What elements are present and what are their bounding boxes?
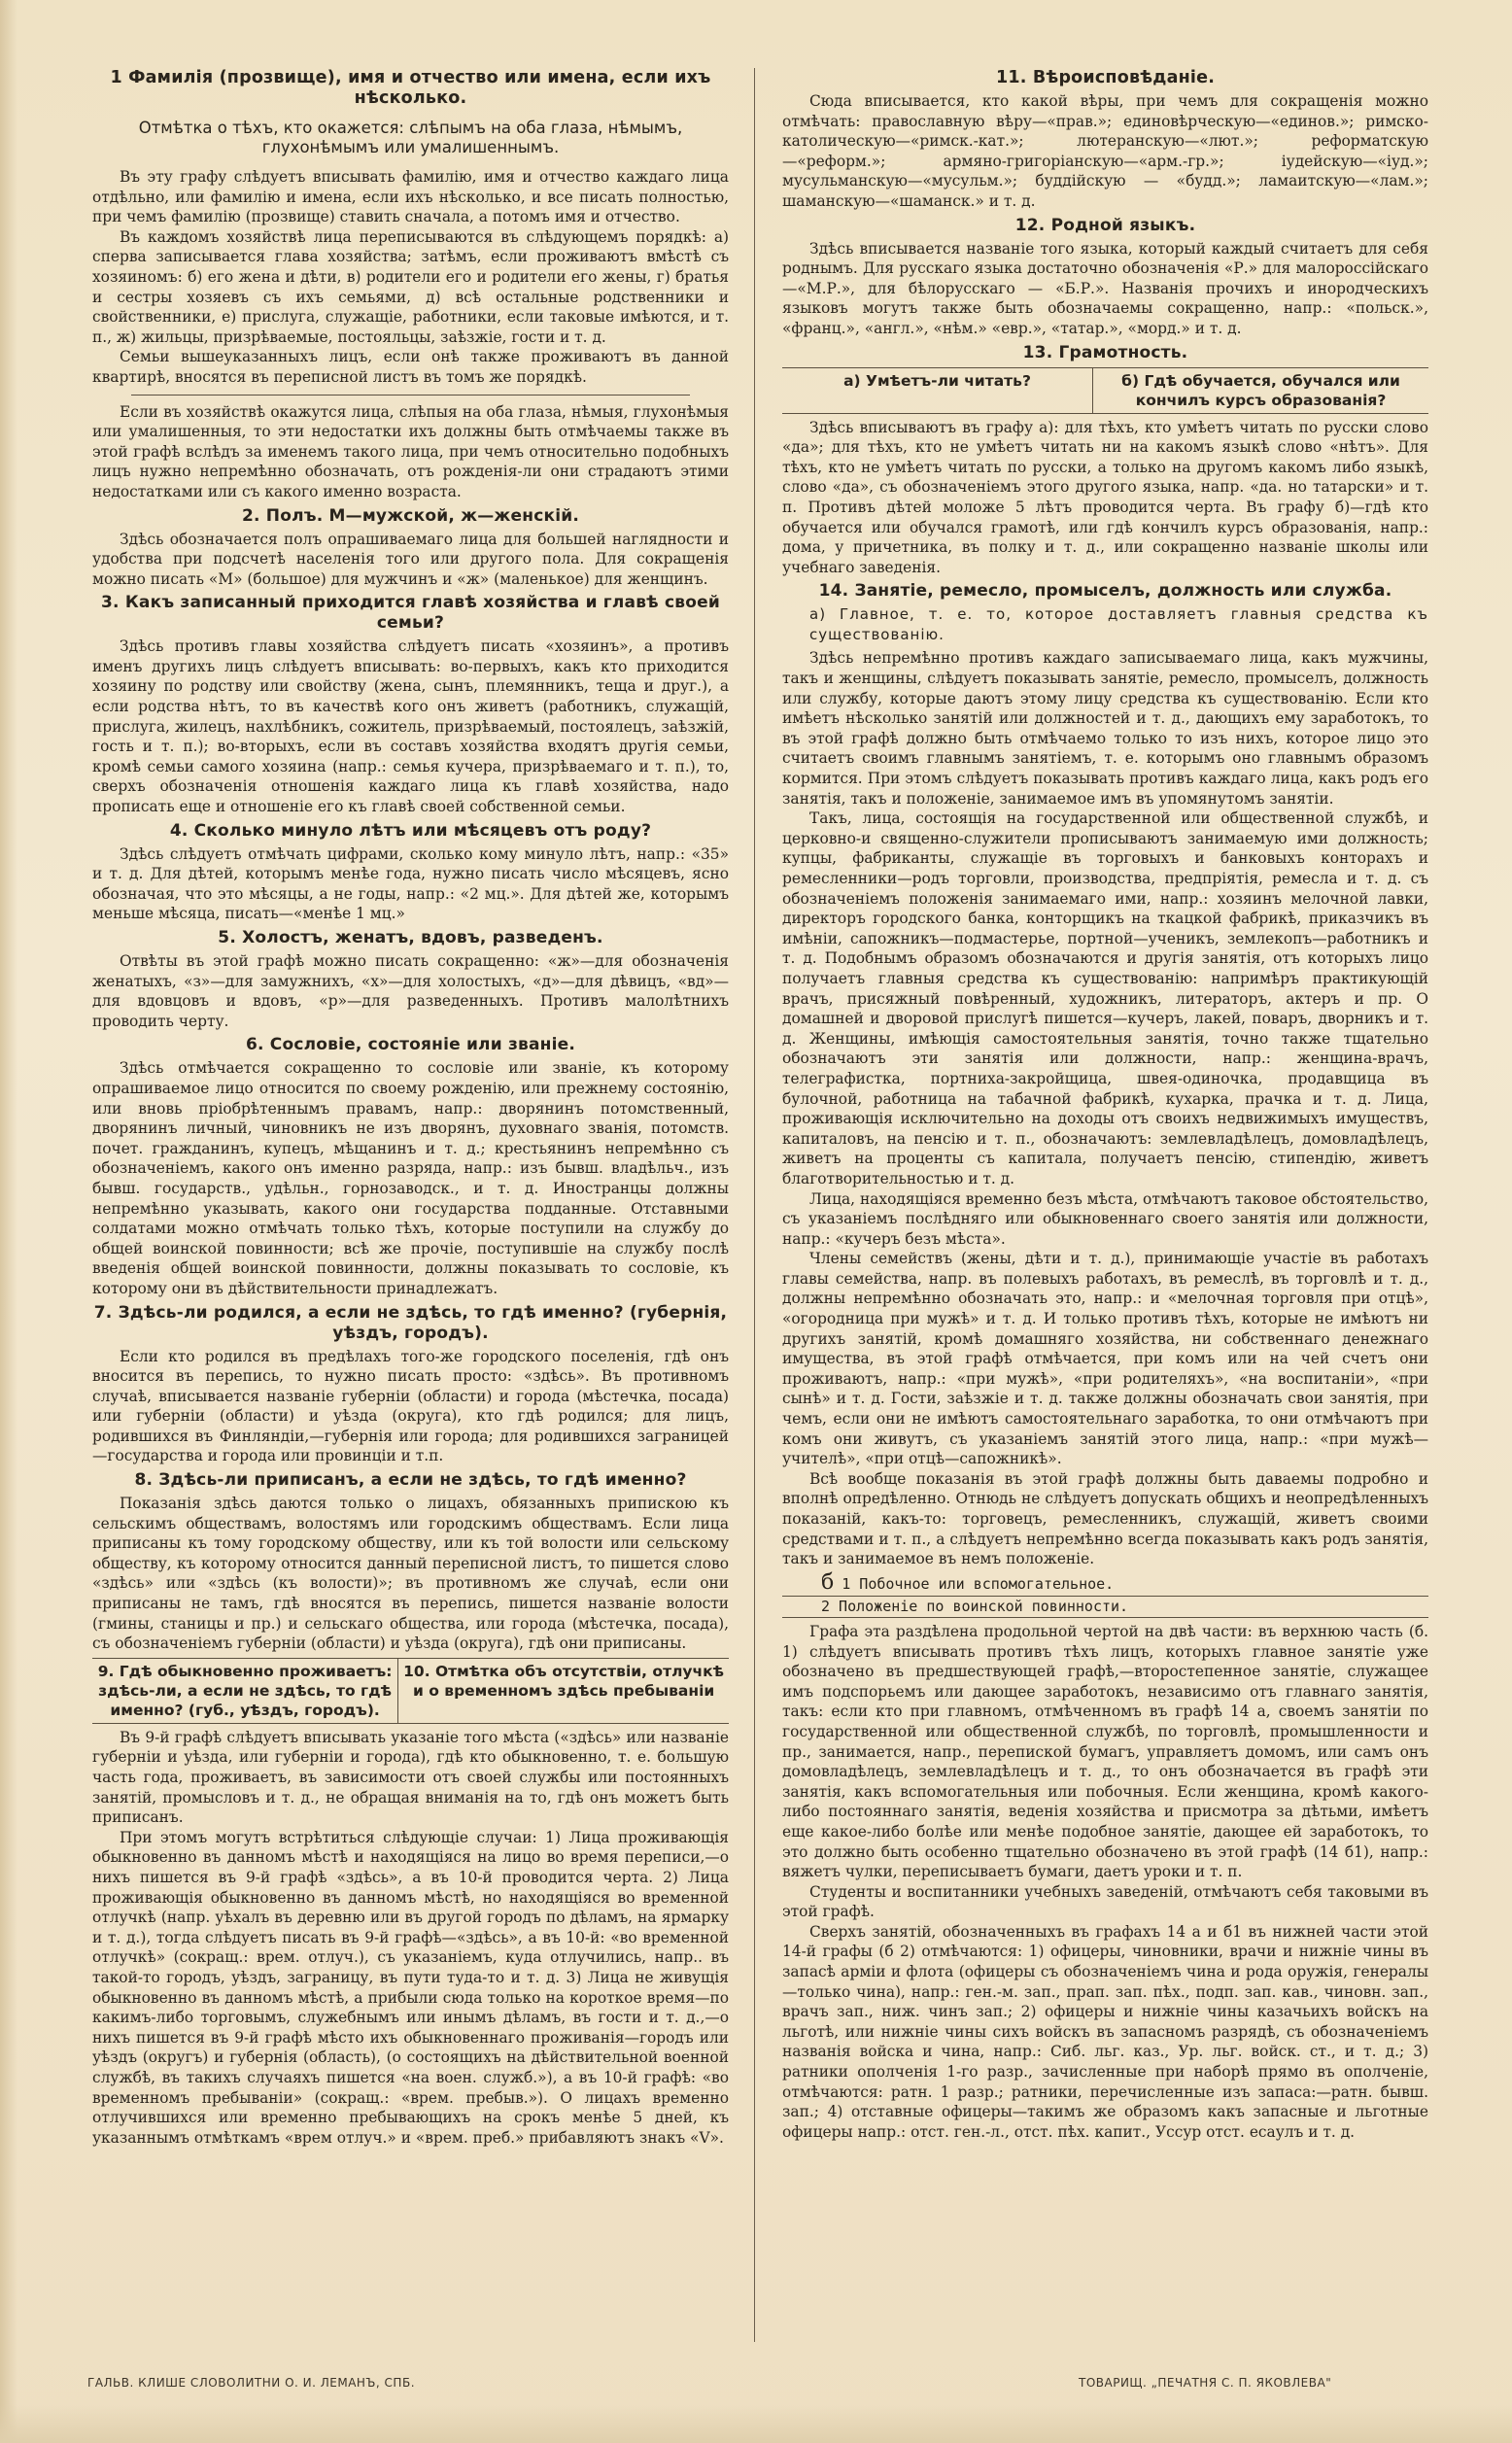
section-3-heading: 3. Какъ записанный приходится главѣ хозяйства и главѣ своей семьи? bbox=[101, 593, 720, 634]
section-2-paragraph: Здѣсь обозначается полъ опрашиваемаго лица для большей наглядности и удобства при подсчетѣ населенія того или другого пола. Для сокращенія можно писать «М» (большое) для мужчинъ и «ж» (маленькое) для женщинъ. bbox=[92, 530, 729, 588]
section-9-paragraph: При этомъ могутъ встрѣтиться слѣдующіе случаи: 1) Лица проживающія обыкновенно въ данномъ мѣстѣ и находящіяся на лицо во время переписи,—о нихъ пишется въ 9-й графѣ «здѣсь», а въ 10-й проводится черта. 2) Лица проживающія обыкновенно въ данномъ мѣстѣ, но находящіяся во временной отлучкѣ (напр. уѣхалъ въ деревню или въ другой городъ по дѣламъ, на ярмарку и т. д.), тогда слѣдуетъ писать въ 9-й графѣ—«здѣсь», а въ 10-й: «во временной отлучкѣ» (сокращ.: врем. отлуч.), съ указаніемъ, куда отлучились, напр.. въ такой-то городъ, уѣздъ, заграницу, въ пути туда-то и т. д. 3) Лица не живущія обыкновенно въ данномъ мѣстѣ, а прибыли сюда только на короткое время—по какимъ-либо торговымъ, служебнымъ или инымъ дѣламъ, въ гости и т. д.,—о нихъ пишется въ 9-й графѣ мѣсто ихъ обыкновеннаго проживанія—городъ или уѣздъ (округъ) и губернія (область), (о состоящихъ на дѣйствительной военной службѣ, въ такихъ случаяхъ пишется «на воен. служб.»), а въ 10-й графѣ: «во временномъ пребываніи» (сокращ.: «врем. пребыв.»). О лицахъ временно отлучившихся или временно пребывающихъ на срокъ менѣе 5 дней, къ указаннымъ отмѣткамъ «врем отлуч.» и «врем. преб.» прибавляютъ знакъ «V». bbox=[92, 1828, 729, 2147]
section-11-paragraph: Сюда вписывается, кто какой вѣры, при чемъ для сокращенія можно отмѣчать: православную вѣру—«прав.»; единовѣрческую—«единов.»; римско-католическую—«римск.-кат.»; лютеранскую—«лют.»; реформатскую—«реформ.»; армяно-григоріанскую—«арм.-гр.»; іудейскую—«іуд.»; мусульманскую—«мусульм.»; буддійскую — «будд.»; ламаитскую—«лам.»; шаманскую—«шаманск.» и т. д. bbox=[782, 92, 1428, 210]
section-8-paragraph: Показанія здѣсь даются только о лицахъ, обязанныхъ припискою къ сельскимъ обществамъ, волостямъ или городскимъ обществамъ. Если лица приписаны къ тому городскому обществу, или къ той волости или сельскому обществу, къ которому относится данный переписной листъ, то пишется слово «здѣсь» или «здѣсь (къ волости)»; въ противномъ же случаѣ, если они приписаны не тамъ, гдѣ вносятся въ перепись, пишется названіе волости (гмины, станицы и пр.) и сельскаго общества, или города (мѣстечка, посада), съ обозначеніемъ губерніи (области) и уѣзда (округа), гдѣ они приписаны. bbox=[92, 1495, 729, 1653]
left-column bbox=[92, 68, 729, 2342]
section-14a-heading: а) Главное, т. е. то, которое доставляетъ главныя средства къ существованію. bbox=[809, 605, 1428, 643]
section-12-heading: 12. Родной языкъ. bbox=[1014, 215, 1196, 235]
section-4-paragraph: Здѣсь слѣдуетъ отмѣчать цифрами, сколько кому минуло лѣтъ, напр.: «35» и т. д. Для дѣтей, которымъ менѣе года, нужно писать число мѣсяцевъ, ясно обозначая, что это мѣсяцы, а не годы, напр.: «2 мц.». Для дѣтей же, которымъ меньше мѣсяца, писать—«менѣе 1 мц.» bbox=[92, 844, 729, 923]
section-7-paragraph: Если кто родился въ предѣлахъ того-же городского поселенія, гдѣ онъ вносится въ перепись, то нужно писать просто: «здѣсь». Въ противномъ случаѣ, вписывается названіе губерніи (области) и города (мѣстечка, посада) или губерніи (области) и уѣзда (округа), кто гдѣ родился; для лицъ, родившихся въ Финляндіи,—губернія или города; для родившихся заграницей—государства и города или провинціи и т.п. bbox=[92, 1347, 729, 1465]
printer-credit-right: ТОВАРИЩ. „ПЕЧАТНЯ С. П. ЯКОВЛЕВА" bbox=[1079, 2376, 1332, 2390]
section-13a-heading: а) Умѣетъ-ли читать? bbox=[782, 368, 1093, 413]
section-5-paragraph: Отвѣты въ этой графѣ можно писать сокращенно: «ж»—для обозначенія женатыхъ, «з»—для замужнихъ, «х»—для холостыхъ, «д»—для дѣвицъ, «вд»—для вдовцовъ и вдовъ, «р»—для разведенныхъ. Противъ малолѣтнихъ проводить черту. bbox=[92, 952, 729, 1030]
paper-edge-shadow bbox=[0, 0, 17, 2443]
divider bbox=[131, 395, 690, 396]
section-9-10-heading-row bbox=[92, 1658, 729, 1724]
section-13b-heading: б) Гдѣ обучается, обучался или кончилъ курсъ образованія? bbox=[1121, 371, 1400, 409]
section-14-paragraph: Такъ, лица, состоящія на государственной или общественной службѣ, и церковно-и священно-служители прописываютъ занимаемую ими должность; купцы, фабриканты, служащіе въ торговыхъ и банковыхъ конторахъ и ремесленники—родъ торговли, производства, предпріятія, ремесла и т. д. съ обозначеніемъ положенія занимаемаго ими, напр.: хозяинъ мелочной лавки, директоръ городского банка, конторщикъ на ткацкой фабрикѣ, приказчикъ въ имѣніи, сапожникъ—подмастерье, портной—ученикъ, землекопъ—работникъ и т. д. Подобнымъ образомъ обозначаются и другія занятія, отъ которыхъ лицо получаетъ главныя средства къ существованію: напримѣръ практикующій врачъ, присяжный повѣренный, художникъ, литераторъ, актеръ и пр. О домашней и дворовой прислугѣ пишется—кучеръ, лакей, поваръ, дворникъ и т. д. Женщины, имѣющія самостоятельныя занятія, точно также тщательно обозначаютъ эти занятія или должности, напр.: женщина-врачъ, телеграфистка, портниха-закройщица, швея-одиночка, продавщица въ булочной, работница на табачной фабрикѣ, кухарка, прачка и т. д. Лица, проживающія исключительно на доходы отъ своихъ недвижимыхъ имуществъ, капиталовъ, на пенсію и т. п., обозначаютъ: землевладѣлецъ, домовладѣлецъ, живетъ на проценты съ капитала, получаетъ пенсію, стипендію, живетъ благотворительностью и т. д. bbox=[782, 809, 1428, 1187]
section-1-subheading: Отмѣтка о тѣхъ, кто окажется: слѣпымъ на оба глаза, нѣмымъ, глухонѣмымъ или умалишеннымъ. bbox=[138, 119, 683, 156]
section-5-heading: 5. Холостъ, женатъ, вдовъ, разведенъ. bbox=[218, 928, 603, 947]
section-1-paragraph: Въ эту графу слѣдуетъ вписывать фамилію, имя и отчество каждаго лица отдѣльно, или фамилію и имена, если ихъ нѣсколько, и все писать полностью, при чемъ фамилію (прозвище) ставить сначала, а потомъ имя и отчество. bbox=[92, 168, 729, 226]
section-14-paragraph: Члены семействъ (жены, дѣти и т. д.), принимающіе участіе въ работахъ главы семейства, напр. въ полевыхъ работахъ, въ ремеслѣ, въ торговлѣ и т. д., должны непремѣнно обозначать это, напр.: и «мелочная торговля при отцѣ», «огородница при мужѣ» и т. д. И только противъ тѣхъ, которые не имѣютъ ни другихъ занятій, кромѣ домашняго хозяйства, ни собственнаго денежнаго имущества, въ этой графѣ отмѣчается, при комъ или на чей счетъ они проживаютъ, напр.: «при мужѣ», «при родителяхъ», «на воспитаніи», «при сынѣ» и т. д. Гости, заѣзжіе и т. д. также должны обозначать свои занятія, при чемъ, если они не имѣютъ самостоятельнаго заработка, то они отмѣчаютъ при комъ они живутъ, съ указаніемъ занятій этого лица, напр.: «при мужѣ—учителѣ», «при отцѣ—сапожникѣ». bbox=[782, 1250, 1428, 1468]
section-9-heading: 9. Гдѣ обыкновенно проживаетъ: здѣсь-ли, а если не здѣсь, то гдѣ именно? (губ., уѣздъ, городъ). bbox=[92, 1659, 398, 1723]
section-3-paragraph: Здѣсь противъ главы хозяйства слѣдуетъ писать «хозяинъ», а противъ именъ другихъ лицъ слѣдуетъ вписывать: во-первыхъ, какъ кто приходится хозяину по родству или свойству (жена, сынъ, племянникъ, теща и друг.), а если родства нѣтъ, то въ качествѣ кого онъ живетъ (работникъ, служащій, прислуга, жилецъ, нахлѣбникъ, сожитель, призрѣваемый, постоялецъ, заѣзжій, гость и т. п.); во-вторыхъ, если въ составъ хозяйства входятъ другія семьи, кромѣ семьи самого хозяина (напр.: семья кучера, призрѣваемаго и т. п.), то, сверхъ обозначенія отношенія каждаго лица къ главѣ хозяйства, надо прописать еще и отношеніе его къ главѣ своей собственной семьи. bbox=[92, 637, 729, 816]
section-13-heading: 13. Грамотность. bbox=[1022, 342, 1188, 362]
section-2-heading: 2. Полъ. М—мужской, ж—женскій. bbox=[241, 505, 580, 526]
section-1-heading: 1 Фамилія (прозвище), имя и отчество или имена, если ихъ нѣсколько. bbox=[110, 68, 711, 108]
section-13-subheading-row bbox=[782, 367, 1428, 414]
section-13-paragraph: Здѣсь вписываютъ въ графу а): для тѣхъ, кто умѣетъ читать по русски слово «да»; для тѣхъ, кто не умѣетъ читать ни на какомъ языкѣ слово «нѣтъ». Для тѣхъ, кто не умѣетъ читать по русски, а только на другомъ какомъ либо языкѣ, слово «да», съ обозначеніемъ этого другого языка, напр. «да. но татарски» и т. п. Противъ дѣтей моложе 5 лѣтъ проводится черта. Въ графу б)—гдѣ кто обучается или обучался грамотѣ, или гдѣ кончилъ курсъ образованія, напр.: дома, у причетника, въ полку и т. д., или сокращенно названіе школы или учебнаго заведенія. bbox=[782, 418, 1428, 576]
section-1-paragraph: Семьи вышеуказанныхъ лицъ, если онѣ также проживаютъ въ данной квартирѣ, вносятся въ переписной листъ въ томъ же порядкѣ. bbox=[92, 348, 729, 386]
column-divider bbox=[754, 68, 755, 2342]
section-14-paragraph: Студенты и воспитанники учебныхъ заведеній, отмѣчаютъ себя таковыми въ этой графѣ. bbox=[782, 1882, 1428, 1921]
section-6-paragraph: Здѣсь отмѣчается сокращенно то сословіе или званіе, къ которому опрашиваемое лицо относится по своему рожденію, или прежнему состоянію, или вновь пріобрѣтеннымъ правамъ, напр.: дворянинъ потомственный, дворянинъ личный, чиновникъ не изъ дворянъ, духовнаго званія, потомств. почет. гражданинъ, купецъ, мѣщанинъ и т. д.; крестьянинъ непремѣнно съ обозначеніемъ, какого онъ именно разряда, напр.: изъ бывш. владѣльч., изъ бывш. государств., удѣльн., горнозаводск., и т. д. Иностранцы должны непремѣнно указывать, какого они государства подданные. Отставными солдатами можно отмѣчать только тѣхъ, которые поступили на службу до общей воинской повинности; всѣ же прочіе, поступившіе на службу послѣ введенія общей воинской повинности, должны показывать то сословіе, къ которому они въ дѣйствительности принадлежатъ. bbox=[92, 1059, 729, 1297]
printer-credit-left: ГАЛЬВ. КЛИШЕ СЛОВОЛИТНИ О. И. ЛЕМАНЪ, СПБ. bbox=[87, 2376, 416, 2390]
section-14-paragraph: Здѣсь непремѣнно противъ каждаго записываемаго лица, какъ мужчины, такъ и женщины, слѣдуетъ показывать занятіе, ремесло, промыселъ, должность или службу, которые даютъ этому лицу средства къ существованію. Если кто имѣетъ нѣсколько занятій или должностей и т. д., дающихъ ему заработокъ, то въ этой графѣ должно быть отмѣчаемо только то изъ нихъ, которое лицо это считаетъ своимъ главнымъ занятіемъ, т. е. которымъ оно главнымъ образомъ кормится. При этомъ слѣдуетъ показывать противъ каждаго лица, какъ родъ его занятія, такъ и положеніе, занимаемое имъ въ упомянутомъ занятіи. bbox=[782, 649, 1428, 808]
right-column bbox=[782, 68, 1428, 2342]
section-10-heading: 10. Отмѣтка объ отсутствіи, отлучкѣ и о временномъ здѣсь пребываніи bbox=[403, 1662, 725, 1700]
section-1-paragraph: Если въ хозяйствѣ окажутся лица, слѣпыя на оба глаза, нѣмыя, глухонѣмыя или умалишенныя, то эти недостатки ихъ должны быть отмѣчаемы также въ этой графѣ вслѣдъ за именемъ такого лица, при чемъ относительно подобныхъ лицъ нужно непремѣнно обозначать, отъ рожденія-ли они страдаютъ этими недостатками или съ какого именно возраста. bbox=[92, 402, 729, 500]
section-9-paragraph: Въ 9-й графѣ слѣдуетъ вписывать указаніе того мѣста («здѣсь» или названіе губерніи и уѣзда, или губерніи и города), гдѣ кто обыкновенно, т. е. большую часть года, проживаетъ, въ зависимости отъ своей службы или постоянныхъ занятій, промысловъ и т. д., не обращая вниманія на то, гдѣ онъ можетъ быть приписанъ. bbox=[92, 1728, 729, 1827]
section-12-paragraph: Здѣсь вписывается названіе того языка, который каждый считаетъ для себя роднымъ. Для русскаго языка достаточно обозначенія «Р.» для малороссійскаго—«М.Р.», для бѣлорусскаго — «Б.Р.». Названія прочихъ и инородческихъ языковъ могутъ также быть обозначаемы сокращенно, напр.: «польск.», «франц.», «англ.», «нѣм.» «евр.», «татар.», «морд.» и т. д. bbox=[782, 239, 1428, 337]
section-7-heading: 7. Здѣсь-ли родился, а если не здѣсь, то гдѣ именно? (губернія, уѣздъ, городъ). bbox=[93, 1302, 728, 1343]
section-14b2-heading: 2 Положеніе по воинской повинности. bbox=[782, 1596, 1428, 1618]
section-8-heading: 8. Здѣсь-ли приписанъ, а если не здѣсь, то гдѣ именно? bbox=[134, 1470, 687, 1491]
section-4-heading: 4. Сколько минуло лѣтъ или мѣсяцевъ отъ роду? bbox=[169, 820, 652, 841]
section-14b-label: б bbox=[821, 1569, 835, 1595]
section-14b1-heading bbox=[782, 1569, 1428, 1595]
section-14-paragraph: Сверхъ занятій, обозначенныхъ въ графахъ 14 а и б1 въ нижней части этой 14-й графы (б 2) отмѣчаются: 1) офицеры, чиновники, врачи и нижніе чины въ запасѣ арміи и флота (офицеры съ обозначеніемъ чина и рода оружія, генералы—только чина), напр.: ген.-м. зап., прап. зап. пѣх., подп. зап. кав., чиновн. зап., врачъ зап., ниж. чинъ зап.; 2) офицеры и нижніе чины казачьихъ войскъ на льготѣ, или нижніе чины сихъ войскъ въ запасномъ разрядѣ, съ обозначеніемъ названія войска и чина, напр.: Сиб. льг. каз., Ур. льг. войск. ст., и т. д.; 3) ратники ополченія 1-го разр., зачисленные при наборѣ прямо въ ополченіе, отмѣчаются: ратн. 1 разр.; ратники, перечисленные изъ запаса:—ратн. бывш. зап.; 4) отставные офицеры—такимъ же образомъ какъ запасные и льготные офицеры напр.: отст. ген.-л., отст. пѣх. капит., Уссур отст. есаулъ и т. д. bbox=[782, 1922, 1428, 2141]
section-14-paragraph: Всѣ вообще показанія въ этой графѣ должны быть даваемы подробно и вполнѣ опредѣленно. Отнюдь не слѣдуетъ допускать общихъ и неопредѣленныхъ показаній, какъ-то: торговецъ, ремесленникъ, служащій, живетъ своими средствами и т. п., а слѣдуетъ непремѣнно всегда показывать какъ родъ занятія, такъ и занимаемое въ немъ положеніе. bbox=[782, 1469, 1428, 1568]
section-14-heading: 14. Занятіе, ремесло, промыселъ, должность или служба. bbox=[818, 581, 1392, 602]
paper-bottom-shadow bbox=[0, 2404, 1512, 2443]
section-14-paragraph: Графа эта раздѣлена продольной чертой на двѣ части: въ верхнюю часть (б. 1) слѣдуетъ вписывать противъ тѣхъ лицъ, которыхъ главное занятіе уже обозначено въ предшествующей графѣ,—второстепенное занятіе, служащее имъ подспорьемъ или дающее заработокъ, независимо отъ главнаго занятія, такъ: если кто при главномъ, отмѣченномъ въ графѣ 14 а, своемъ занятіи по государственной или общественной службѣ, по торговлѣ, промышленности и пр., занимается, напр., перепиской бумагъ, управляетъ домомъ, или самъ онъ домовладѣлецъ, землевладѣлецъ и т. д., то онъ обозначается въ графѣ эти занятія, какъ вспомогательныя или побочныя. Если женщина, кромѣ какого-либо постояннаго занятія, веденія хозяйства и присмотра за дѣтьми, имѣетъ еще какое-либо болѣе или менѣе подобное занятіе, дающее ей заработокъ, то это должно быть особенно тщательно обозначено въ этой графѣ (14 б1), напр.: вяжетъ чулки, переписываетъ бумаги, даетъ уроки и т. п. bbox=[782, 1622, 1428, 1881]
section-14b1-label: 1 Побочное или вспомогательное. bbox=[842, 1574, 1115, 1593]
section-14-paragraph: Лица, находящіяся временно безъ мѣста, отмѣчаютъ таковое обстоятельство, съ указаніемъ послѣдняго или обыкновеннаго своего занятія или должности, напр.: «кучеръ безъ мѣста». bbox=[782, 1189, 1428, 1248]
section-11-heading: 11. Вѣроисповѣданіе. bbox=[995, 68, 1216, 87]
section-6-heading: 6. Сословіе, состояніе или званіе. bbox=[245, 1035, 576, 1055]
section-1-paragraph: Въ каждомъ хозяйствѣ лица переписываются въ слѣдующемъ порядкѣ: а) сперва записывается глава хозяйства; затѣмъ, если проживаютъ вмѣстѣ съ хозяиномъ: б) его жена и дѣти, в) родители его и родители его жены, г) братья и сестры хозяевъ съ ихъ семьями, д) всѣ остальные родственники и свойственники, е) прислуга, служащіе, работники, если таковые имѣются, и т. п., ж) жильцы, призрѣваемые, постояльцы, заѣзжіе, гости и т. д. bbox=[92, 227, 729, 346]
